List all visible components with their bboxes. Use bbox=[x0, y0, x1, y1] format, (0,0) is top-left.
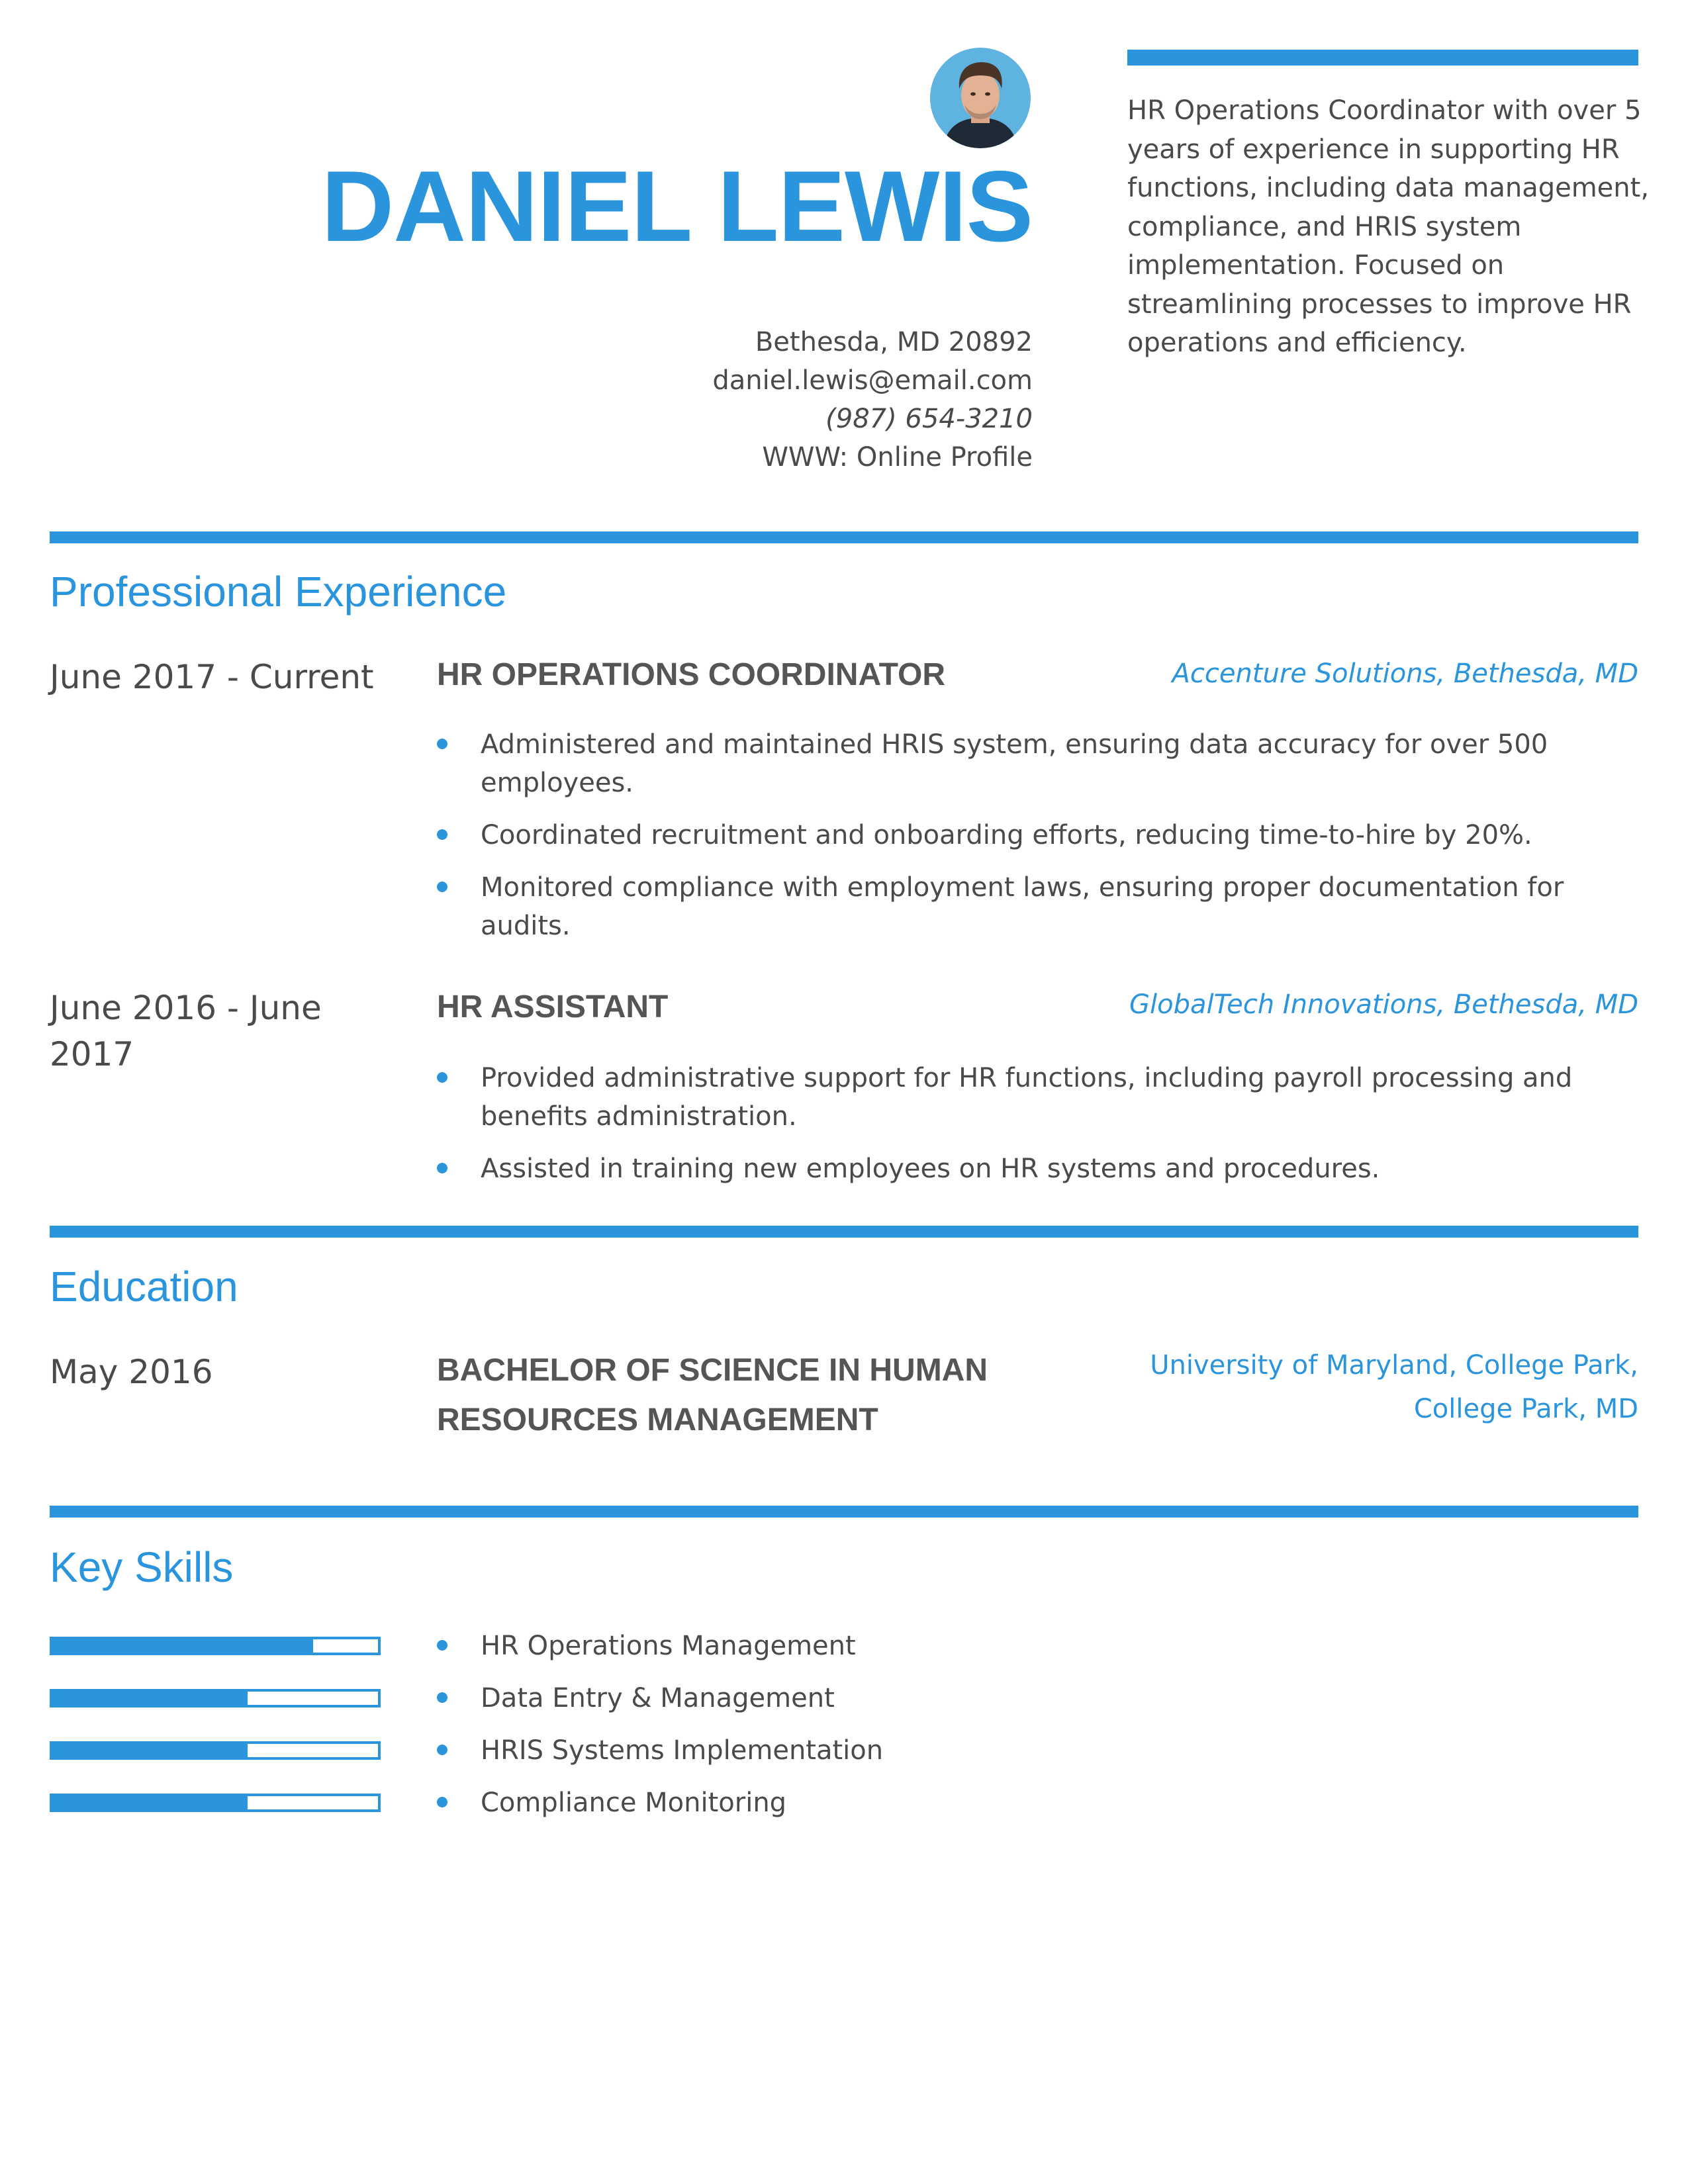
job-2-employer: GlobalTech Innovations, Bethesda, MD bbox=[1129, 989, 1638, 1020]
job-2-dates: June 2016 - June 2017 bbox=[50, 989, 322, 1073]
list-item: Monitored compliance with employment laws, ensuring proper documentation for audits. bbox=[437, 868, 1638, 945]
bullet-icon bbox=[437, 882, 447, 892]
list-item: Coordinated recruitment and onboarding efforts, reducing time-to-hire by 20%. bbox=[437, 816, 1638, 854]
bullet-icon bbox=[437, 1640, 447, 1651]
summary-accent-bar bbox=[1127, 50, 1638, 66]
job-2-title: HR ASSISTANT bbox=[437, 989, 669, 1024]
job-1-bullets bbox=[437, 725, 1638, 945]
bullet-icon bbox=[437, 1745, 447, 1755]
skill-bar-fill bbox=[52, 1796, 248, 1809]
job-2-bullets bbox=[437, 1059, 1638, 1188]
profile-photo bbox=[930, 48, 1031, 148]
section-title-skills: Key Skills bbox=[50, 1543, 234, 1591]
bullet-icon bbox=[437, 739, 447, 749]
section-title-experience: Professional Experience bbox=[50, 568, 507, 615]
job-1-employer: Accenture Solutions, Bethesda, MD bbox=[1172, 659, 1638, 689]
avatar-portrait-icon bbox=[930, 48, 1031, 148]
skill-bar-fill bbox=[52, 1639, 313, 1653]
list-item: Administered and maintained HRIS system, ensuring data accuracy for over 500 employees. bbox=[437, 725, 1638, 802]
skill-bars bbox=[50, 1637, 381, 1846]
section-title-education: Education bbox=[50, 1263, 238, 1310]
bullet-icon bbox=[437, 1692, 447, 1703]
section-divider-experience bbox=[50, 531, 1638, 543]
section-divider-skills bbox=[50, 1506, 1638, 1518]
job-1-title: HR OPERATIONS COORDINATOR bbox=[437, 657, 946, 692]
bullet-icon bbox=[437, 1163, 447, 1173]
list-item: Data Entry & Management bbox=[437, 1679, 1638, 1717]
bullet-icon bbox=[437, 1072, 447, 1083]
contact-email[interactable]: daniel.lewis@email.com bbox=[712, 365, 1033, 396]
contact-phone[interactable]: (987) 654-3210 bbox=[825, 404, 1033, 434]
candidate-name: DANIEL LEWIS bbox=[321, 150, 1033, 263]
skill-bar-compliance bbox=[50, 1794, 381, 1812]
education-date: May 2016 bbox=[50, 1353, 213, 1391]
skill-bar-fill bbox=[52, 1744, 248, 1757]
job-1-dates: June 2017 - Current bbox=[50, 658, 374, 696]
education-degree: BACHELOR OF SCIENCE IN HUMAN RESOURCES MANAGEMENT bbox=[437, 1353, 988, 1437]
skill-bar-data-entry bbox=[50, 1689, 381, 1707]
list-item: HR Operations Management bbox=[437, 1627, 1638, 1665]
list-item: Assisted in training new employees on HR systems and procedures. bbox=[437, 1150, 1638, 1188]
section-divider-education bbox=[50, 1226, 1638, 1238]
skill-bar-hr-operations bbox=[50, 1637, 381, 1655]
skills-list bbox=[437, 1627, 1638, 1822]
contact-address: Bethesda, MD 20892 bbox=[755, 327, 1033, 357]
profile-summary: HR Operations Coordinator with over 5 years of experience in supporting HR functions, including data management, compliance, and HRIS system implementation. Focused on streamlining processes to improve HR operations and efficiency. bbox=[1127, 95, 1650, 358]
skill-bar-fill bbox=[52, 1692, 248, 1705]
list-item: Compliance Monitoring bbox=[437, 1784, 1638, 1822]
bullet-icon bbox=[437, 1797, 447, 1807]
education-school: University of Maryland, College Park, College Park, MD bbox=[1150, 1350, 1638, 1424]
contact-website[interactable]: WWW: Online Profile bbox=[762, 442, 1033, 473]
bullet-icon bbox=[437, 829, 447, 840]
contact-block bbox=[712, 323, 1033, 477]
list-item: Provided administrative support for HR functions, including payroll processing and benefits administration. bbox=[437, 1059, 1638, 1136]
list-item: HRIS Systems Implementation bbox=[437, 1731, 1638, 1770]
skill-bar-hris bbox=[50, 1741, 381, 1760]
